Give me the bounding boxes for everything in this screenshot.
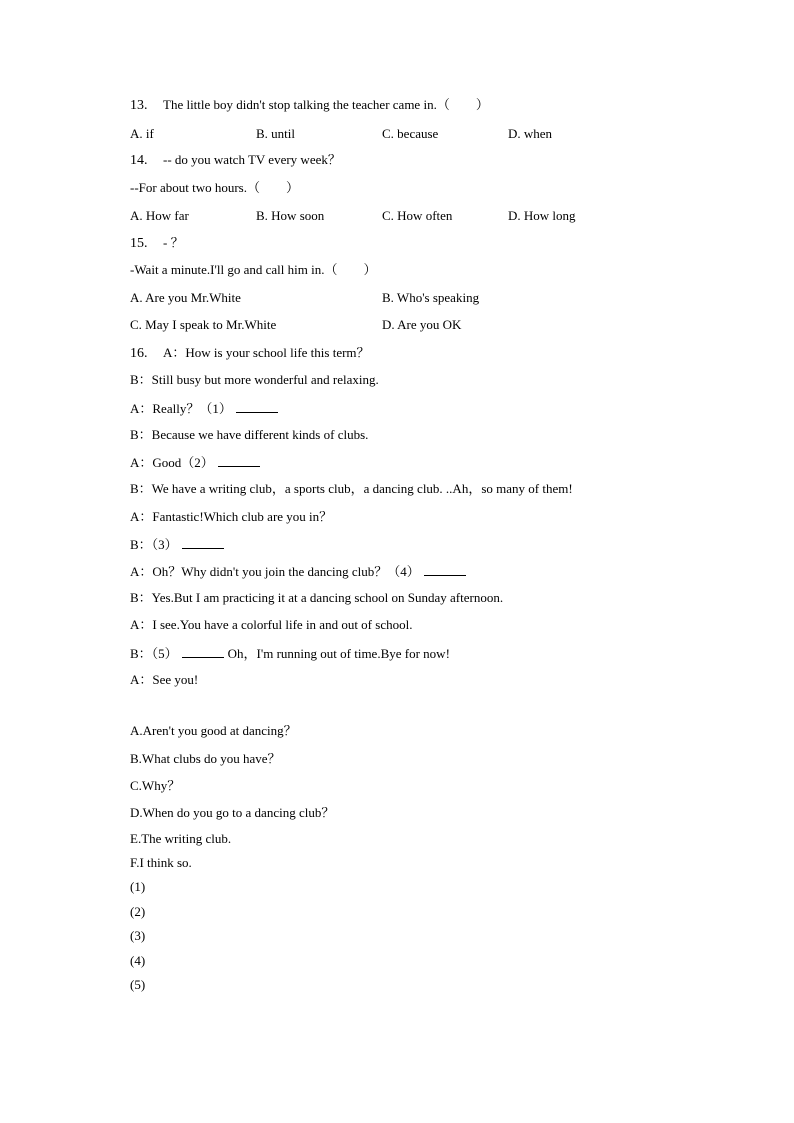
answer-slot-3[interactable]: (3) bbox=[130, 928, 146, 943]
option-b: B. until bbox=[256, 126, 296, 141]
option-a: A. if bbox=[130, 126, 154, 141]
answer-blank[interactable] bbox=[424, 563, 466, 576]
choice-d: D.When do you go to a dancing club？ bbox=[130, 805, 335, 820]
dialog-line: B：Still busy but more wonderful and relaxing. bbox=[130, 372, 379, 387]
answer-slot-4[interactable]: (4) bbox=[130, 953, 146, 968]
answer-slot-1[interactable]: (1) bbox=[130, 879, 146, 894]
dialog-line: B：Because we have different kinds of clubs. bbox=[130, 427, 369, 442]
option-c: C. because bbox=[382, 126, 439, 141]
option-d: D. How long bbox=[508, 208, 576, 223]
question-text: - ？ bbox=[163, 235, 184, 250]
dialog-line: B：Yes.But I am practicing it at a dancing school on Sunday afternoon. bbox=[130, 590, 504, 605]
answer-blank[interactable] bbox=[236, 400, 278, 413]
option-b: B. Who's speaking bbox=[382, 290, 480, 305]
question-14-line2: --For about two hours.（ ） bbox=[130, 180, 299, 195]
option-d: D. Are you OK bbox=[382, 317, 462, 332]
option-b: B. How soon bbox=[256, 208, 325, 223]
dialog-line: B：We have a writing club，a sports club，a dancing club. ..Ah，so many of them! bbox=[130, 481, 573, 496]
answer-blank[interactable] bbox=[182, 536, 224, 549]
option-c: C. May I speak to Mr.White bbox=[130, 317, 277, 332]
answer-slot-2[interactable]: (2) bbox=[130, 904, 146, 919]
question-15-line2: -Wait a minute.I'll go and call him in.（ ） bbox=[130, 262, 377, 277]
question-number: 14. bbox=[130, 153, 148, 168]
answer-blank[interactable] bbox=[218, 454, 260, 467]
question-number: 15. bbox=[130, 236, 148, 251]
choice-e: E.The writing club. bbox=[130, 831, 232, 846]
dialog-line: A：How is your school life this term？ bbox=[163, 345, 370, 360]
dialog-line: A：I see.You have a colorful life in and out of school. bbox=[130, 617, 413, 632]
answer-slot-5[interactable]: (5) bbox=[130, 977, 146, 992]
question-number: 16. bbox=[130, 346, 148, 361]
option-a: A. Are you Mr.White bbox=[130, 290, 241, 305]
question-text: -- do you watch TV every week？ bbox=[163, 152, 341, 167]
dialog-line: B：（3） bbox=[130, 536, 224, 553]
dialog-line: A：See you! bbox=[130, 672, 199, 687]
dialog-line: B：（5） Oh，I'm running out of time.Bye for now! bbox=[130, 646, 450, 661]
choice-a: A.Aren't you good at dancing？ bbox=[130, 723, 297, 738]
question-14 bbox=[130, 152, 341, 169]
question-text: The little boy didn't stop talking the teacher came in.（ ） bbox=[163, 97, 489, 112]
choice-c: C.Why？ bbox=[130, 778, 181, 793]
question-16 bbox=[130, 345, 370, 362]
question-15 bbox=[130, 235, 184, 252]
option-c: C. How often bbox=[382, 208, 453, 223]
choice-f: F.I think so. bbox=[130, 855, 192, 870]
option-a: A. How far bbox=[130, 208, 189, 223]
choice-b: B.What clubs do you have？ bbox=[130, 751, 281, 766]
dialog-line: A：Fantastic!Which club are you in？ bbox=[130, 509, 333, 524]
dialog-line: A：Oh？Why didn't you join the dancing club？（4） bbox=[130, 563, 466, 580]
question-13 bbox=[130, 97, 489, 114]
option-d: D. when bbox=[508, 126, 553, 141]
dialog-line: A：Really？（1） bbox=[130, 400, 278, 417]
dialog-line: A：Good（2） bbox=[130, 454, 260, 471]
answer-blank[interactable] bbox=[182, 645, 224, 658]
question-number: 13. bbox=[130, 98, 148, 113]
